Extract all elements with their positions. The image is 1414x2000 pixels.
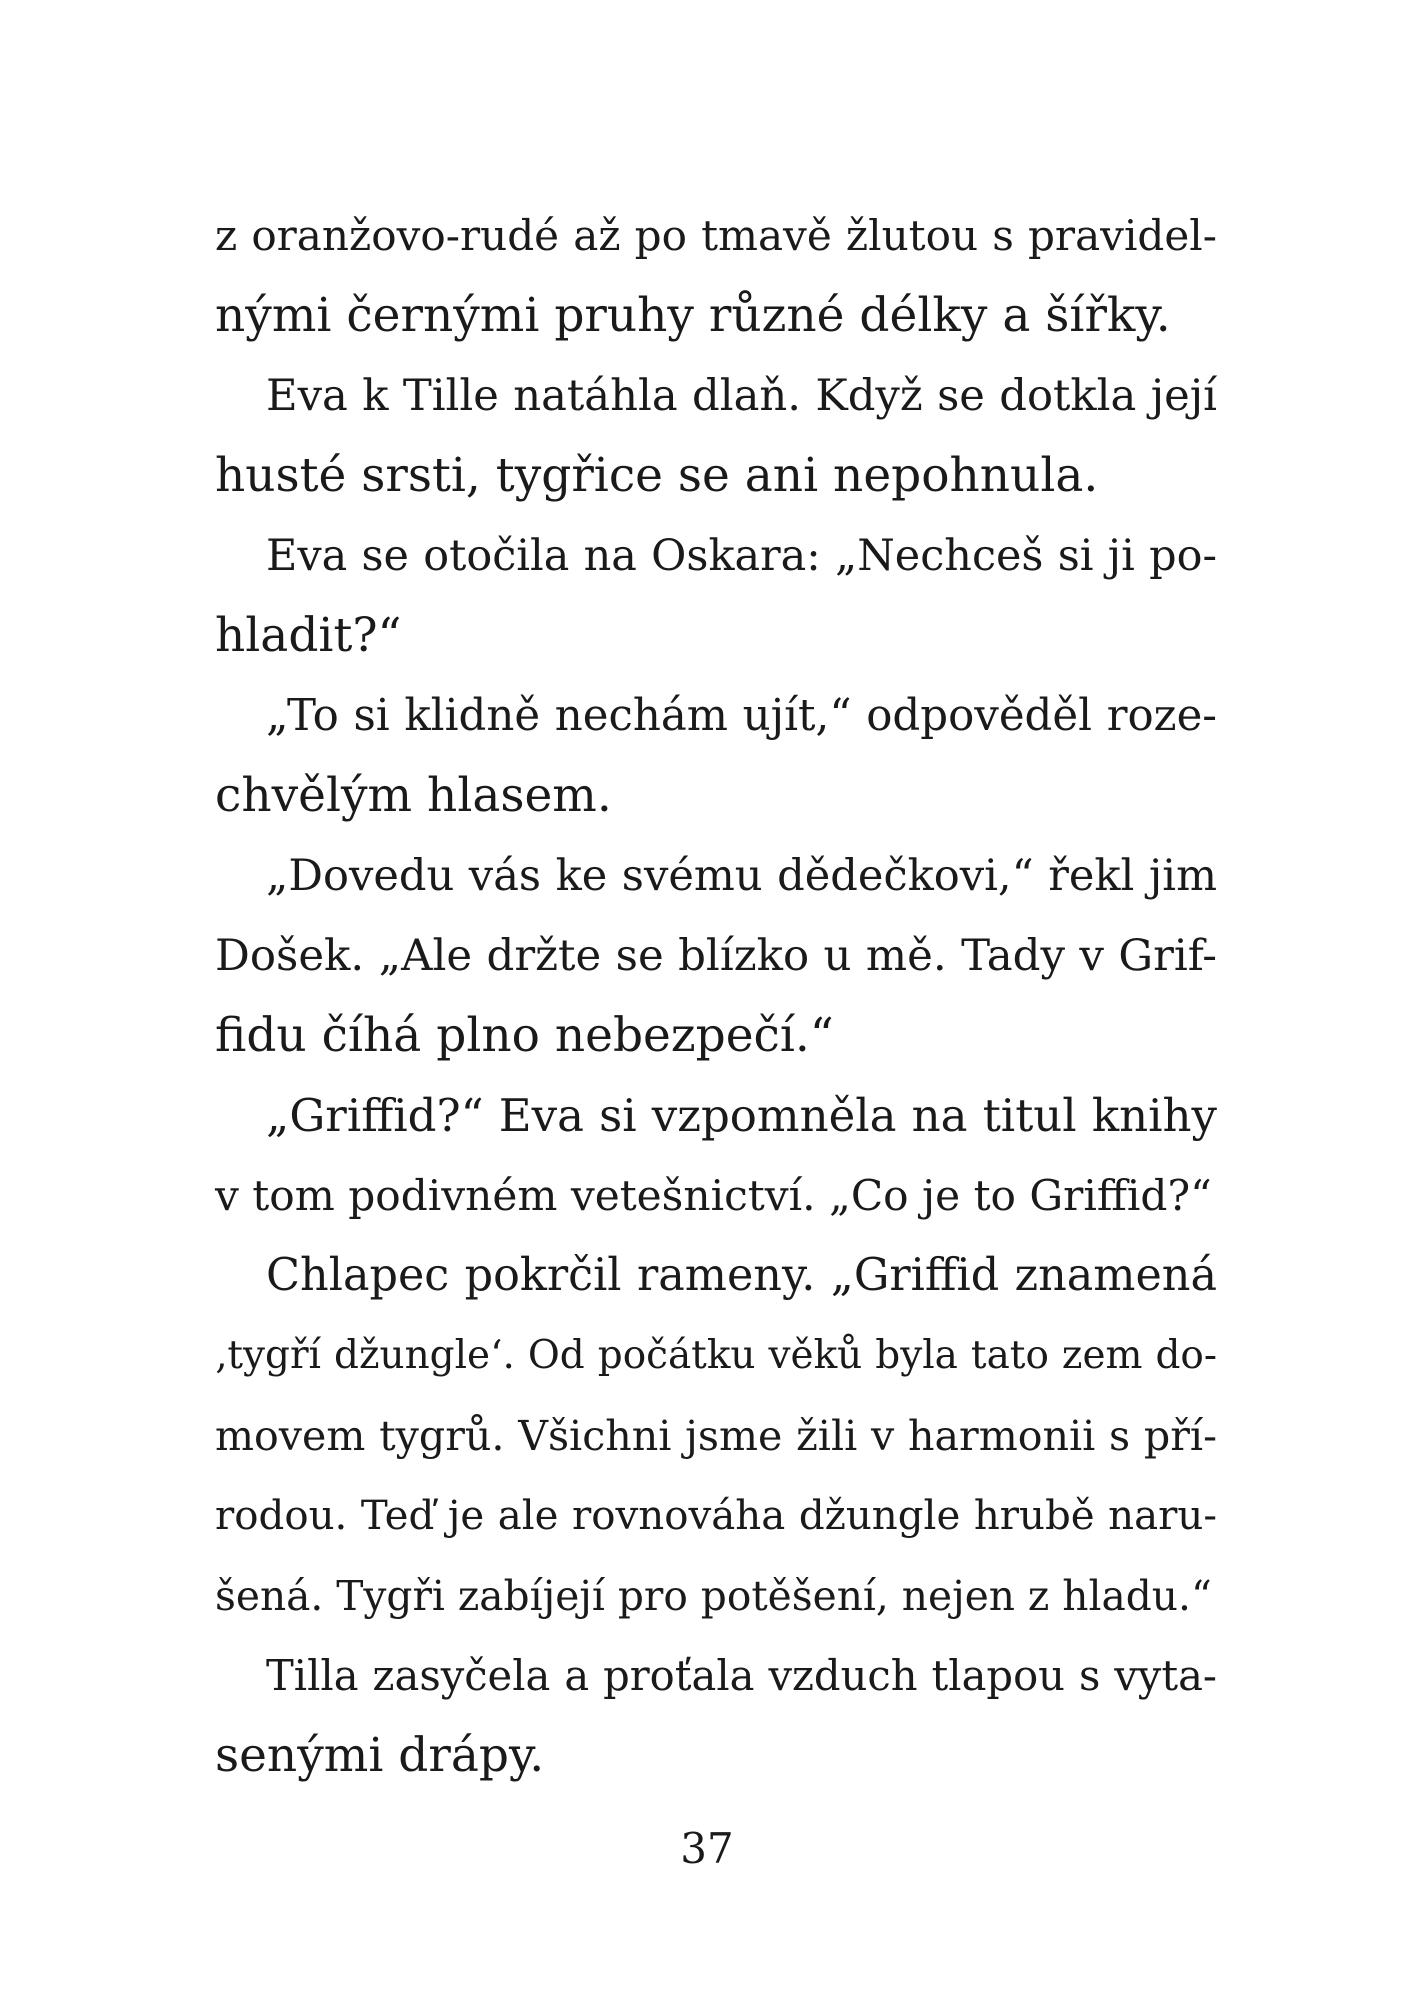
text-line: fidu číhá plno nebezpečí.“ — [215, 1008, 834, 1063]
text-line: „Dovedu vás ke svému dědečkovi,“ řekl jim — [266, 851, 1217, 901]
text-line: senými drápy. — [215, 1728, 545, 1783]
text-line: Chlapec pokrčil rameny. „Griffid znamená — [266, 1250, 1217, 1301]
text-line: z oranžovo-rudé až po tmavě žlutou s pravidel- — [215, 211, 1217, 260]
text-line: chvělým hlasem. — [215, 768, 612, 823]
text-line: Eva k Tille natáhla dlaň. Když se dotkla její — [266, 371, 1217, 421]
text-line: šená. Tygři zabíjejí pro potěšení, nejen z hladu.“ — [215, 1572, 1212, 1620]
text-line: husté srsti, tygřice se ani nepohnula. — [215, 448, 1099, 503]
text-line: ‚tygří džungle‘. Od počátku věků byla tato zem do- — [215, 1333, 1217, 1378]
text-line: hladit?“ — [215, 608, 402, 663]
text-line: v tom podivném vetešnictví. „Co je to Griffid?“ — [215, 1171, 1212, 1220]
text-line: rodou. Teď je ale rovnováha džungle hrubě naru- — [215, 1492, 1217, 1539]
text-line: „Griffid?“ Eva si vzpomněla na titul knihy — [266, 1089, 1217, 1142]
text-line: „To si klidně nechám ujít,“ odpověděl roze- — [266, 691, 1217, 741]
text-line: Došek. „Ale držte se blízko u mě. Tady v Grif- — [215, 931, 1217, 981]
page-number: 37 — [680, 1824, 734, 1873]
text-line: Tilla zasyčela a proťala vzduch tlapou s vyta- — [266, 1651, 1217, 1700]
text-line: movem tygrů. Všichni jsme žili v harmonii s pří- — [215, 1412, 1217, 1460]
text-line: nými černými pruhy různé délky a šířky. — [215, 288, 1171, 343]
text-line: Eva se otočila na Oskara: „Nechceš si ji po- — [266, 531, 1217, 581]
body-text — [215, 196, 1217, 1796]
